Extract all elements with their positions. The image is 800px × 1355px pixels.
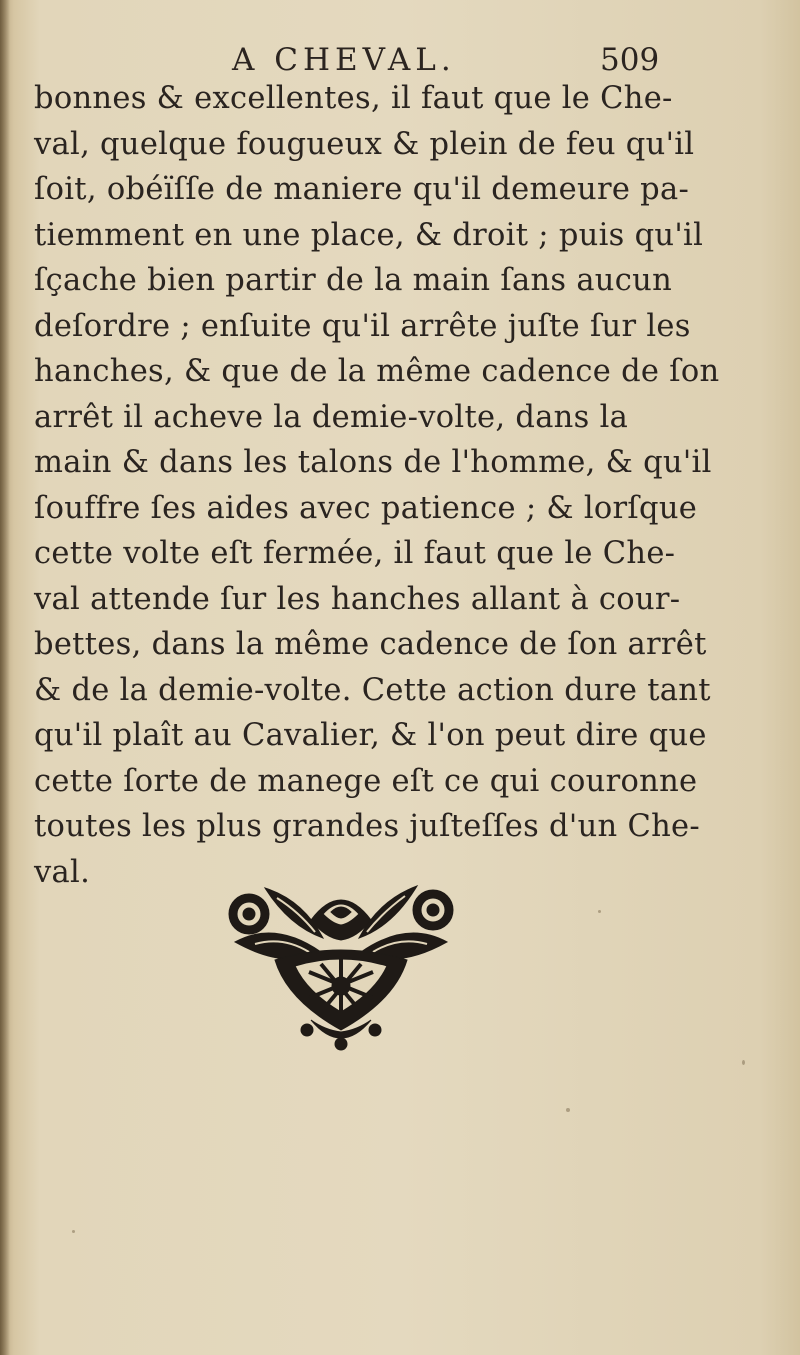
paper-speck: [566, 1108, 570, 1112]
text-line: ſouffre ſes aides avec patience ; & lorſque: [34, 490, 698, 526]
binding-shadow: [0, 0, 10, 1355]
running-head: A CHEVAL.: [232, 42, 456, 78]
text-line: hanches, & que de la même cadence de ſon: [34, 354, 720, 389]
text-line: cette volte eſt fermée, il faut que le Che-: [34, 536, 676, 571]
paper-speck: [72, 1230, 75, 1233]
text-line: ſçache bien partir de la main ſans aucun: [34, 263, 673, 298]
text-line: & de la demie-volte. Cette action dure tant: [34, 672, 711, 708]
paper-speck: [742, 1060, 745, 1065]
text-line: qu'il plaît au Cavalier, & l'on peut dire que: [34, 718, 707, 753]
floral-tailpiece-icon: [225, 880, 457, 1052]
body-text: [34, 76, 720, 895]
text-line: ſoit, obéïſſe de maniere qu'il demeure pa-: [34, 172, 690, 207]
text-line: val, quelque fougueux & plein de feu qu'il: [34, 126, 695, 162]
text-line: arrêt il acheve la demie-volte, dans la: [34, 399, 629, 435]
text-line: cette ſorte de manege eſt ce qui couronne: [34, 763, 698, 799]
text-line: deſordre ; enſuite qu'il arrête juſte ſur les: [34, 308, 691, 344]
text-line: val attende ſur les hanches allant à cour-: [34, 581, 681, 617]
page-number: 509: [600, 42, 660, 78]
text-line: toutes les plus grandes juſteſſes d'un Che-: [34, 809, 700, 844]
text-line: bettes, dans la même cadence de ſon arrêt: [34, 627, 707, 662]
paper-speck: [598, 910, 601, 913]
text-line: tiemment en une place, & droit ; puis qu'il: [34, 217, 704, 253]
text-line: main & dans les talons de l'homme, & qu'il: [34, 445, 712, 480]
text-line: val.: [34, 854, 91, 890]
text-line: bonnes & excellentes, il faut que le Che-: [34, 81, 673, 116]
